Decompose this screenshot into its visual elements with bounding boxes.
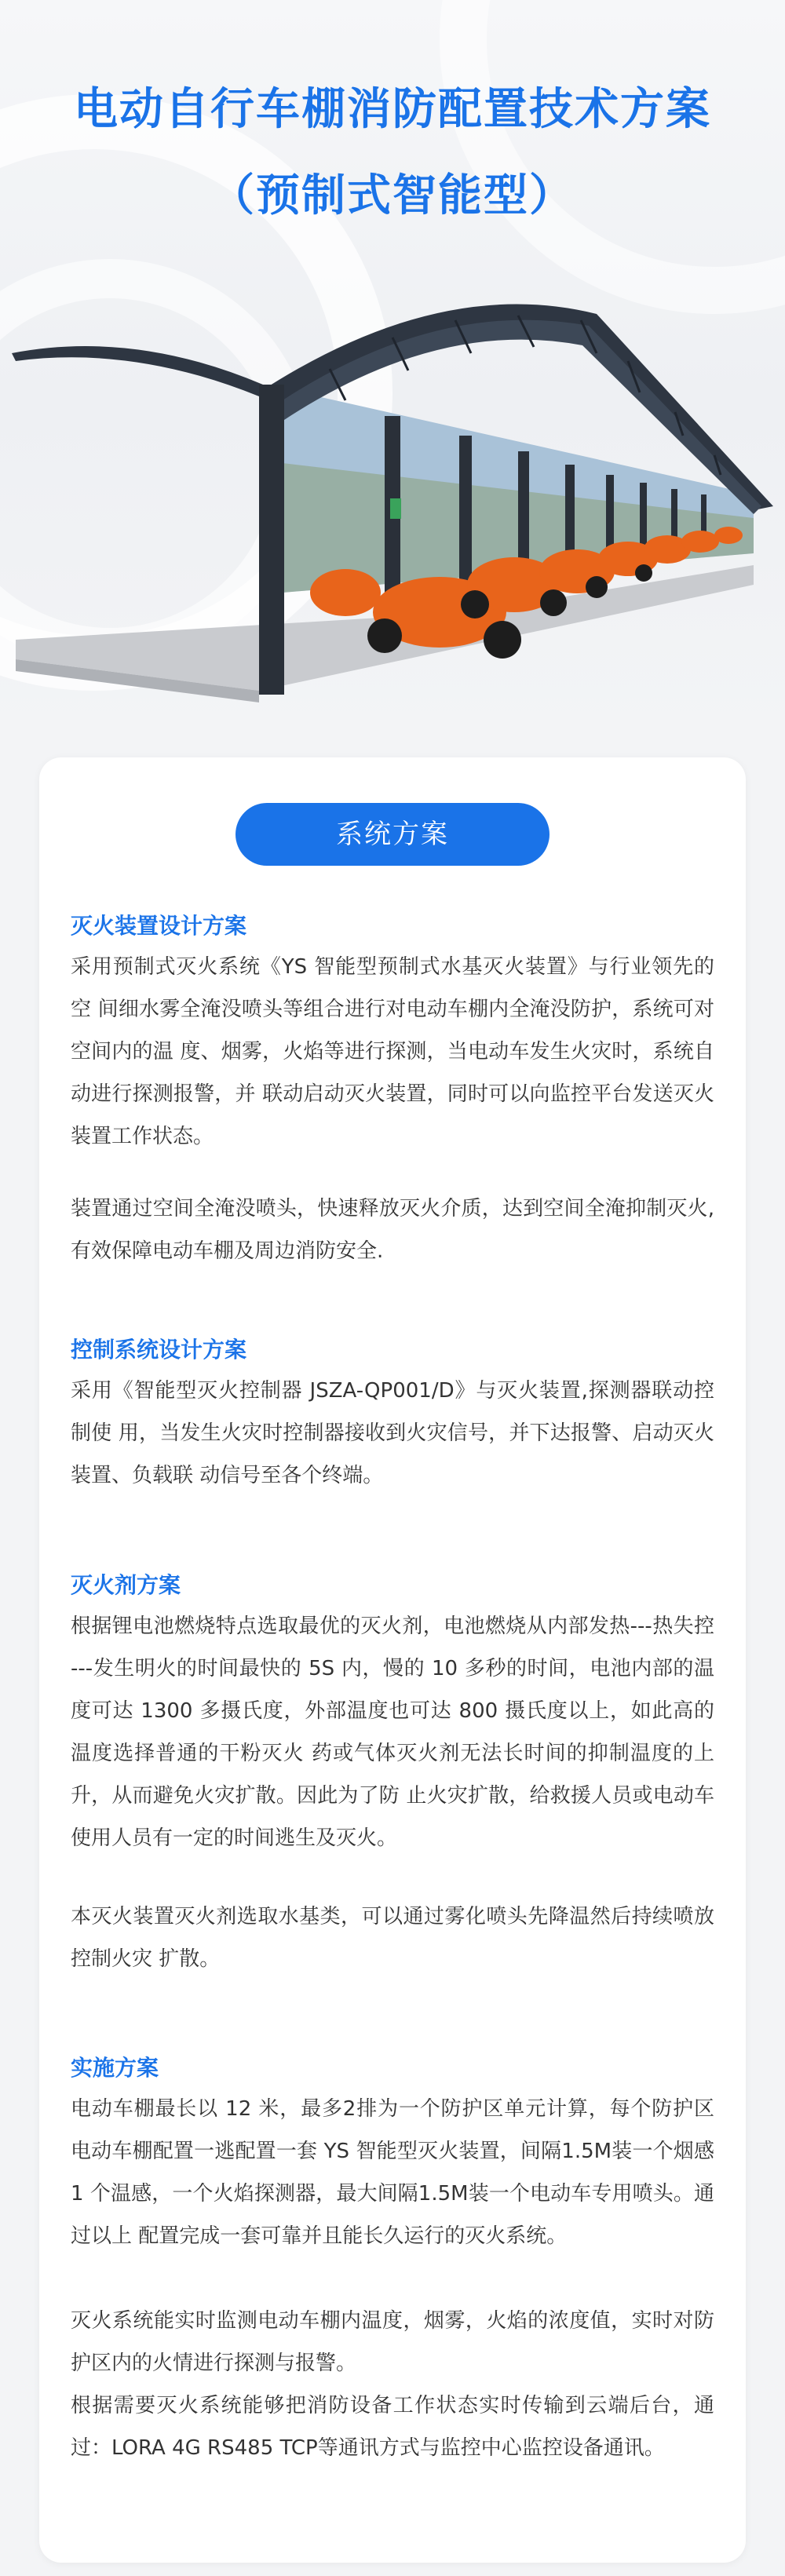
bike-shelter-illustration [0,283,785,722]
section-title: 实施方案 [71,2055,159,2081]
section-paragraph: 根据锂电池燃烧特点选取最优的灭火剂，电池燃烧从内部发热---热失控 ---发生明火的时间最快的 5S 内，慢的 10 多秒的时间，电池内部的温度可达 1300 多摄氏度，外部温度也可达 800 摄氏度以上，如此高的温度选择普通的干粉灭火 药或气体灭火剂无法长时间的抑制温度的上升，从而避免火灾扩散。因此为了防 止火灾扩散，给救援人员或电动车使用人员有一定的时间逃生及灭火。 [71,1615,714,1850]
section-paragraph: 根据需要灭火系统能够把消防设备工作状态实时传输到云端后台，通过：LORA 4G RS485 TCP等通讯方式与监控中心监控设备通讯。 [71,2394,714,2460]
hero-banner [0,0,785,730]
section-paragraph: 电动车棚最长以 12 米，最多2排为一个防护区单元计算，每个防护区电动车棚配置一逃配置一套 YS 智能型灭火装置，间隔1.5M装一个烟感1 个温感，一个火焰探测器，最大间隔1.5M装一个电动车专用喷头。通过以上 配置完成一套可靠并且能长久运行的灭火系统。 [71,2097,714,2248]
scooter [310,569,381,616]
shelter-post [459,436,472,597]
section-paragraph: 本灭火装置灭火剂选取水基类，可以通过雾化喷头先降温然后持续喷放控制火灾 扩散。 [71,1905,714,1971]
section-paragraph: 采用《智能型灭火控制器 JSZA-QP001/D》与灭火装置,探测器联动控制使 用，当发生火灾时控制器接收到火灾信号，并下达报警、启动灭火装置、负载联 动信号至各个终端。 [71,1379,714,1487]
content-card [39,757,746,2563]
section-pill-label: 系统方案 [236,803,550,866]
fire-safety-sign [390,498,401,519]
section-title: 控制系统设计方案 [71,1337,247,1363]
section-paragraph: 采用预制式灭火系统《YS 智能型预制式水基灭火装置》与行业领先的空 间细水雾全淹没喷头等组合进行对电动车棚内全淹没防护，系统可对空间内的温 度、烟雾，火焰等进行探测，当电动车发生火灾时，系统自动进行探测报警，并 联动启动灭火装置，同时可以向监控平台发送灭火装置工作状态。 [71,955,714,1148]
section-paragraph: 灭火系统能实时监测电动车棚内温度，烟雾，火焰的浓度值，实时对防护区内的火情进行探测与报警。 [71,2309,714,2375]
section-title: 灭火装置设计方案 [71,913,247,939]
shelter-post [259,385,284,695]
decorative-arc [440,0,785,314]
shelter-cantilever-arm [12,346,263,396]
scooter [681,531,719,553]
scooter [714,527,743,544]
page-title: 电动自行车棚消防配置技术方案 [74,84,711,135]
page-subtitle: （预制式智能型） [210,170,575,221]
section-title: 灭火剂方案 [71,1572,181,1598]
section-paragraph: 装置通过空间全淹没喷头，快速释放灭火介质，达到空间全淹抑制灭火, 有效保障电动车棚及周边消防安全. [71,1197,714,1263]
